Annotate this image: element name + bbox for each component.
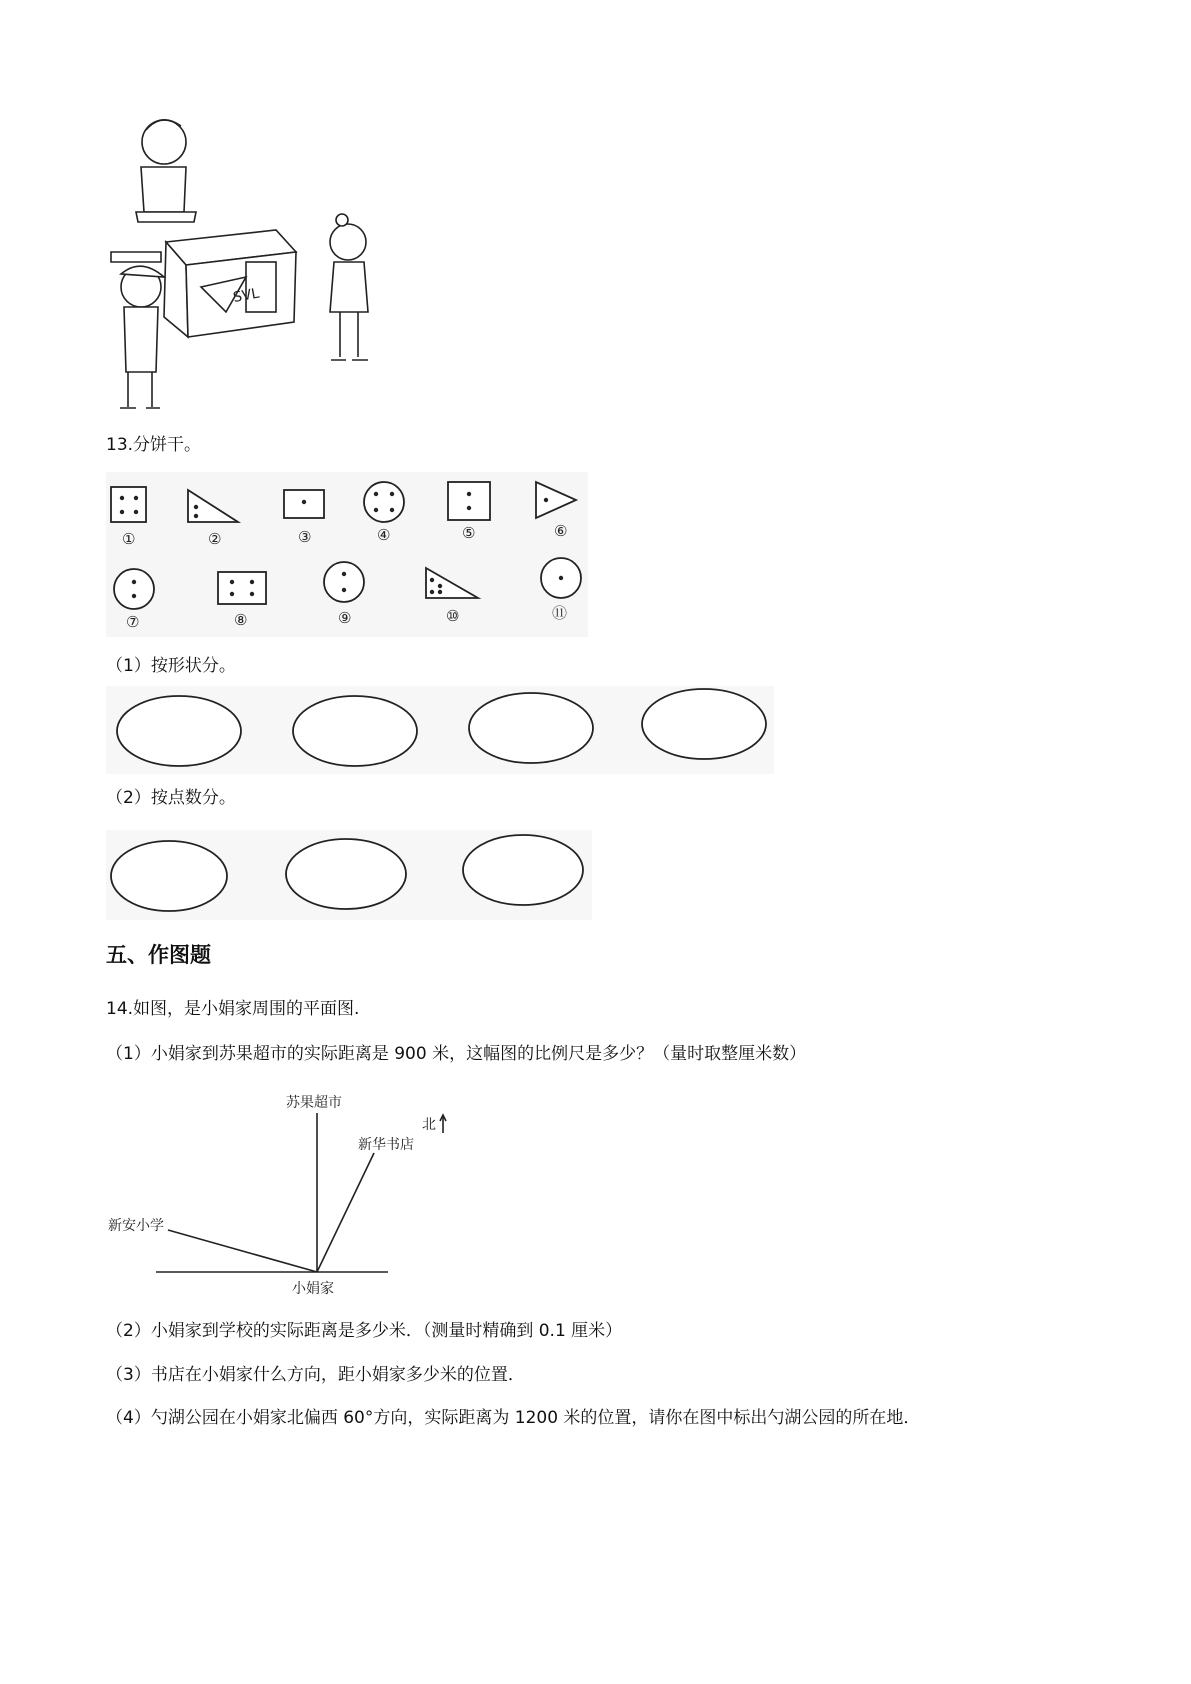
cookie-number-11: ⑪ bbox=[552, 604, 568, 622]
neighborhood-map bbox=[106, 1085, 466, 1305]
map-label-xinhua: 新华书店 bbox=[358, 1137, 414, 1153]
map-label-xinan: 新安小学 bbox=[108, 1218, 164, 1234]
cookie-number-7: ⑦ bbox=[126, 613, 140, 631]
q13-part2: （2）按点数分。 bbox=[106, 788, 236, 808]
dot-sort-ovals bbox=[106, 830, 592, 920]
children-box-illustration bbox=[106, 112, 381, 417]
q14-part3: （3）书店在小娟家什么方向，距小娟家多少米的位置． bbox=[106, 1365, 525, 1385]
map-label-home: 小娟家 bbox=[292, 1281, 334, 1297]
q14-part1: （1）小娟家到苏果超市的实际距离是 900 米，这幅图的比例尺是多少？（量时取整厘米数） bbox=[106, 1044, 807, 1064]
cookie-number-9: ⑨ bbox=[338, 609, 352, 627]
cookie-number-5: ⑤ bbox=[462, 524, 476, 542]
cookie-number-6: ⑥ bbox=[554, 522, 568, 540]
q14-part2: （2）小娟家到学校的实际距离是多少米．（测量时精确到 0.1 厘米） bbox=[106, 1321, 623, 1341]
map-label-suguo: 苏果超市 bbox=[286, 1095, 342, 1111]
box-brand: SVL bbox=[231, 285, 261, 306]
q13-part1: （1）按形状分。 bbox=[106, 656, 236, 676]
cookie-shapes-figure bbox=[106, 472, 588, 637]
shape-sort-ovals bbox=[106, 686, 774, 774]
q14-title: 14.如图，是小娟家周围的平面图. bbox=[106, 999, 360, 1019]
cookie-number-10: ⑩ bbox=[446, 607, 460, 625]
section-heading: 五、作图题 bbox=[106, 943, 211, 967]
cookie-number-2: ② bbox=[208, 530, 222, 548]
cookie-number-1: ① bbox=[122, 530, 136, 548]
cookie-number-4: ④ bbox=[377, 526, 391, 544]
q13-title: 13.分饼干。 bbox=[106, 435, 202, 455]
map-label-north: 北 bbox=[422, 1117, 436, 1133]
cookie-number-8: ⑧ bbox=[234, 611, 248, 629]
cookie-number-3: ③ bbox=[298, 528, 312, 546]
q14-part4: （4）勺湖公园在小娟家北偏西 60°方向，实际距离为 1200 米的位置，请你在图中标出勺湖公园的所在地． bbox=[106, 1408, 921, 1428]
